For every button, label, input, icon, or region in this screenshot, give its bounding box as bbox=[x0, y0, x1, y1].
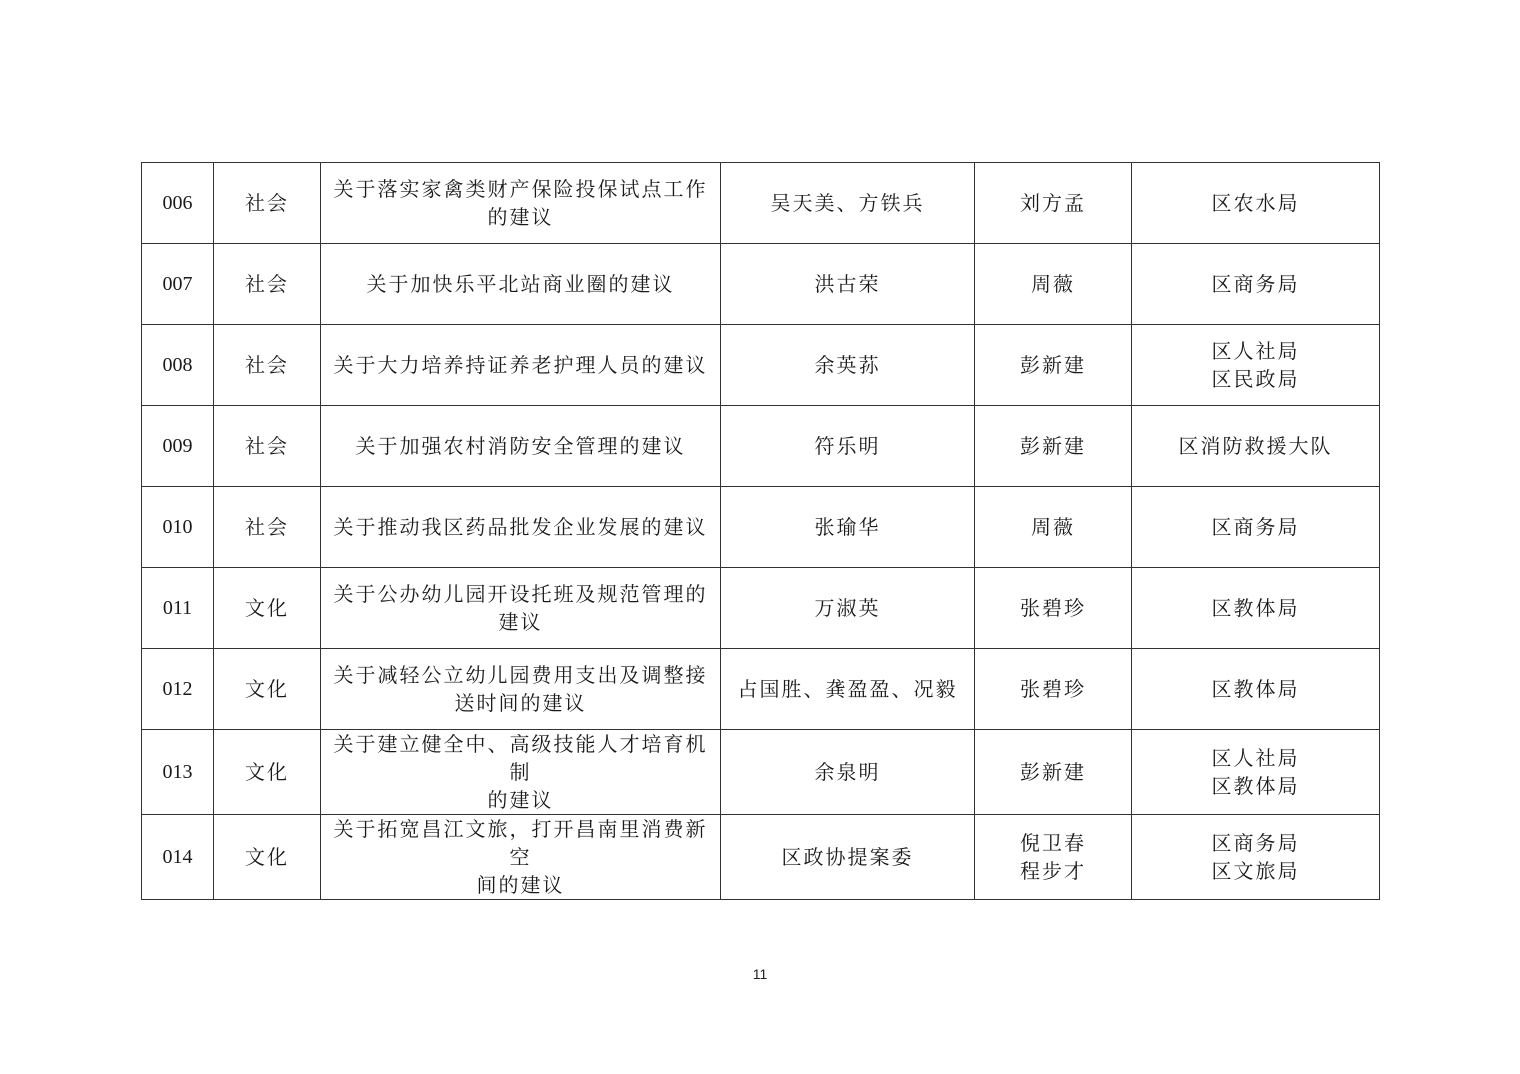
cell-line: 区民政局 bbox=[1211, 367, 1300, 391]
cell-line: 区农水局 bbox=[1211, 191, 1300, 215]
cell-proposal-title bbox=[321, 649, 721, 730]
cell-proposal-title bbox=[321, 815, 721, 900]
cell-line: 程步才 bbox=[1020, 859, 1086, 883]
cell-proposer bbox=[721, 325, 975, 406]
cell-proposer bbox=[721, 730, 975, 815]
table-row bbox=[142, 163, 1380, 244]
cell-line: 吴天美、方铁兵 bbox=[770, 191, 925, 215]
cell-proposal-title bbox=[321, 325, 721, 406]
cell-number: 008 bbox=[142, 325, 214, 406]
cell-line: 区商务局 bbox=[1211, 515, 1300, 539]
table-row bbox=[142, 406, 1380, 487]
cell-supervising-leader bbox=[975, 325, 1132, 406]
cell-category: 文化 bbox=[214, 568, 321, 649]
cell-line: 区教体局 bbox=[1211, 596, 1300, 620]
cell-line: 区教体局 bbox=[1211, 677, 1300, 701]
cell-line: 余英荪 bbox=[814, 353, 881, 377]
cell-line: 区人社局 bbox=[1211, 746, 1300, 770]
table-row bbox=[142, 568, 1380, 649]
cell-number: 007 bbox=[142, 244, 214, 325]
cell-handling-unit bbox=[1132, 325, 1380, 406]
cell-handling-unit bbox=[1132, 163, 1380, 244]
cell-supervising-leader bbox=[975, 730, 1132, 815]
cell-line: 刘方孟 bbox=[1020, 191, 1086, 215]
cell-line: 间的建议 bbox=[476, 873, 565, 897]
cell-category: 社会 bbox=[214, 325, 321, 406]
page-number: 11 bbox=[752, 966, 768, 982]
cell-handling-unit bbox=[1132, 406, 1380, 487]
cell-number: 013 bbox=[142, 730, 214, 815]
cell-proposer bbox=[721, 163, 975, 244]
cell-line: 区消防救援大队 bbox=[1178, 434, 1333, 458]
cell-number: 009 bbox=[142, 406, 214, 487]
table-row bbox=[142, 730, 1380, 815]
cell-supervising-leader bbox=[975, 487, 1132, 568]
cell-handling-unit bbox=[1132, 730, 1380, 815]
cell-line: 区商务局 bbox=[1211, 272, 1300, 296]
cell-line: 周薇 bbox=[1031, 515, 1075, 539]
table-row bbox=[142, 815, 1380, 900]
cell-category: 文化 bbox=[214, 815, 321, 900]
cell-category: 社会 bbox=[214, 163, 321, 244]
cell-line: 关于拓宽昌江文旅，打开昌南里消费新空 bbox=[333, 817, 708, 869]
cell-line: 关于公办幼儿园开设托班及规范管理的 bbox=[333, 582, 708, 606]
cell-proposal-title bbox=[321, 568, 721, 649]
cell-category: 社会 bbox=[214, 406, 321, 487]
cell-number: 011 bbox=[142, 568, 214, 649]
cell-supervising-leader bbox=[975, 815, 1132, 900]
cell-category: 社会 bbox=[214, 244, 321, 325]
cell-line: 区教体局 bbox=[1211, 774, 1300, 798]
cell-number: 014 bbox=[142, 815, 214, 900]
cell-line: 区人社局 bbox=[1211, 339, 1300, 363]
cell-line: 周薇 bbox=[1031, 272, 1075, 296]
cell-line: 占国胜、龚盈盈、况毅 bbox=[737, 677, 958, 701]
cell-category: 文化 bbox=[214, 730, 321, 815]
cell-line: 区商务局 bbox=[1211, 831, 1300, 855]
cell-line: 建议 bbox=[498, 610, 543, 634]
cell-proposer bbox=[721, 568, 975, 649]
cell-line: 区政协提案委 bbox=[781, 845, 914, 869]
cell-line: 关于落实家禽类财产保险投保试点工作 bbox=[333, 177, 708, 201]
cell-line: 送时间的建议 bbox=[454, 691, 587, 715]
cell-supervising-leader bbox=[975, 163, 1132, 244]
table-row bbox=[142, 244, 1380, 325]
cell-number: 012 bbox=[142, 649, 214, 730]
cell-proposer bbox=[721, 406, 975, 487]
cell-number: 010 bbox=[142, 487, 214, 568]
cell-line: 彭新建 bbox=[1020, 353, 1086, 377]
table-row bbox=[142, 325, 1380, 406]
table-row bbox=[142, 649, 1380, 730]
cell-line: 符乐明 bbox=[814, 434, 881, 458]
cell-proposal-title bbox=[321, 487, 721, 568]
cell-handling-unit bbox=[1132, 568, 1380, 649]
cell-handling-unit bbox=[1132, 815, 1380, 900]
cell-line: 张碧珍 bbox=[1020, 596, 1086, 620]
cell-handling-unit bbox=[1132, 649, 1380, 730]
cell-number: 006 bbox=[142, 163, 214, 244]
cell-line: 彭新建 bbox=[1020, 434, 1086, 458]
cell-proposal-title bbox=[321, 730, 721, 815]
cell-supervising-leader bbox=[975, 244, 1132, 325]
cell-line: 的建议 bbox=[487, 788, 554, 812]
table-row bbox=[142, 487, 1380, 568]
cell-supervising-leader bbox=[975, 649, 1132, 730]
cell-proposal-title bbox=[321, 406, 721, 487]
cell-supervising-leader bbox=[975, 406, 1132, 487]
cell-proposer bbox=[721, 487, 975, 568]
cell-proposer bbox=[721, 244, 975, 325]
cell-line: 倪卫春 bbox=[1020, 831, 1086, 855]
cell-line: 的建议 bbox=[487, 205, 554, 229]
cell-handling-unit bbox=[1132, 487, 1380, 568]
cell-proposer bbox=[721, 815, 975, 900]
cell-category: 社会 bbox=[214, 487, 321, 568]
cell-line: 余泉明 bbox=[814, 760, 881, 784]
cell-line: 洪古荣 bbox=[814, 272, 881, 296]
cell-proposer bbox=[721, 649, 975, 730]
cell-handling-unit bbox=[1132, 244, 1380, 325]
cell-line: 关于大力培养持证养老护理人员的建议 bbox=[333, 353, 708, 377]
cell-line: 关于加快乐平北站商业圈的建议 bbox=[366, 272, 675, 296]
cell-proposal-title bbox=[321, 163, 721, 244]
cell-supervising-leader bbox=[975, 568, 1132, 649]
cell-line: 关于推动我区药品批发企业发展的建议 bbox=[333, 515, 708, 539]
cell-line: 关于减轻公立幼儿园费用支出及调整接 bbox=[333, 663, 708, 687]
proposal-table bbox=[141, 162, 1380, 900]
cell-line: 区文旅局 bbox=[1211, 859, 1300, 883]
cell-line: 万淑英 bbox=[814, 596, 881, 620]
cell-line: 关于加强农村消防安全管理的建议 bbox=[355, 434, 686, 458]
cell-line: 张瑜华 bbox=[814, 515, 881, 539]
cell-line: 张碧珍 bbox=[1020, 677, 1086, 701]
cell-proposal-title bbox=[321, 244, 721, 325]
table-body bbox=[142, 163, 1380, 900]
cell-category: 文化 bbox=[214, 649, 321, 730]
cell-line: 彭新建 bbox=[1020, 760, 1086, 784]
cell-line: 关于建立健全中、高级技能人才培育机制 bbox=[333, 732, 708, 784]
